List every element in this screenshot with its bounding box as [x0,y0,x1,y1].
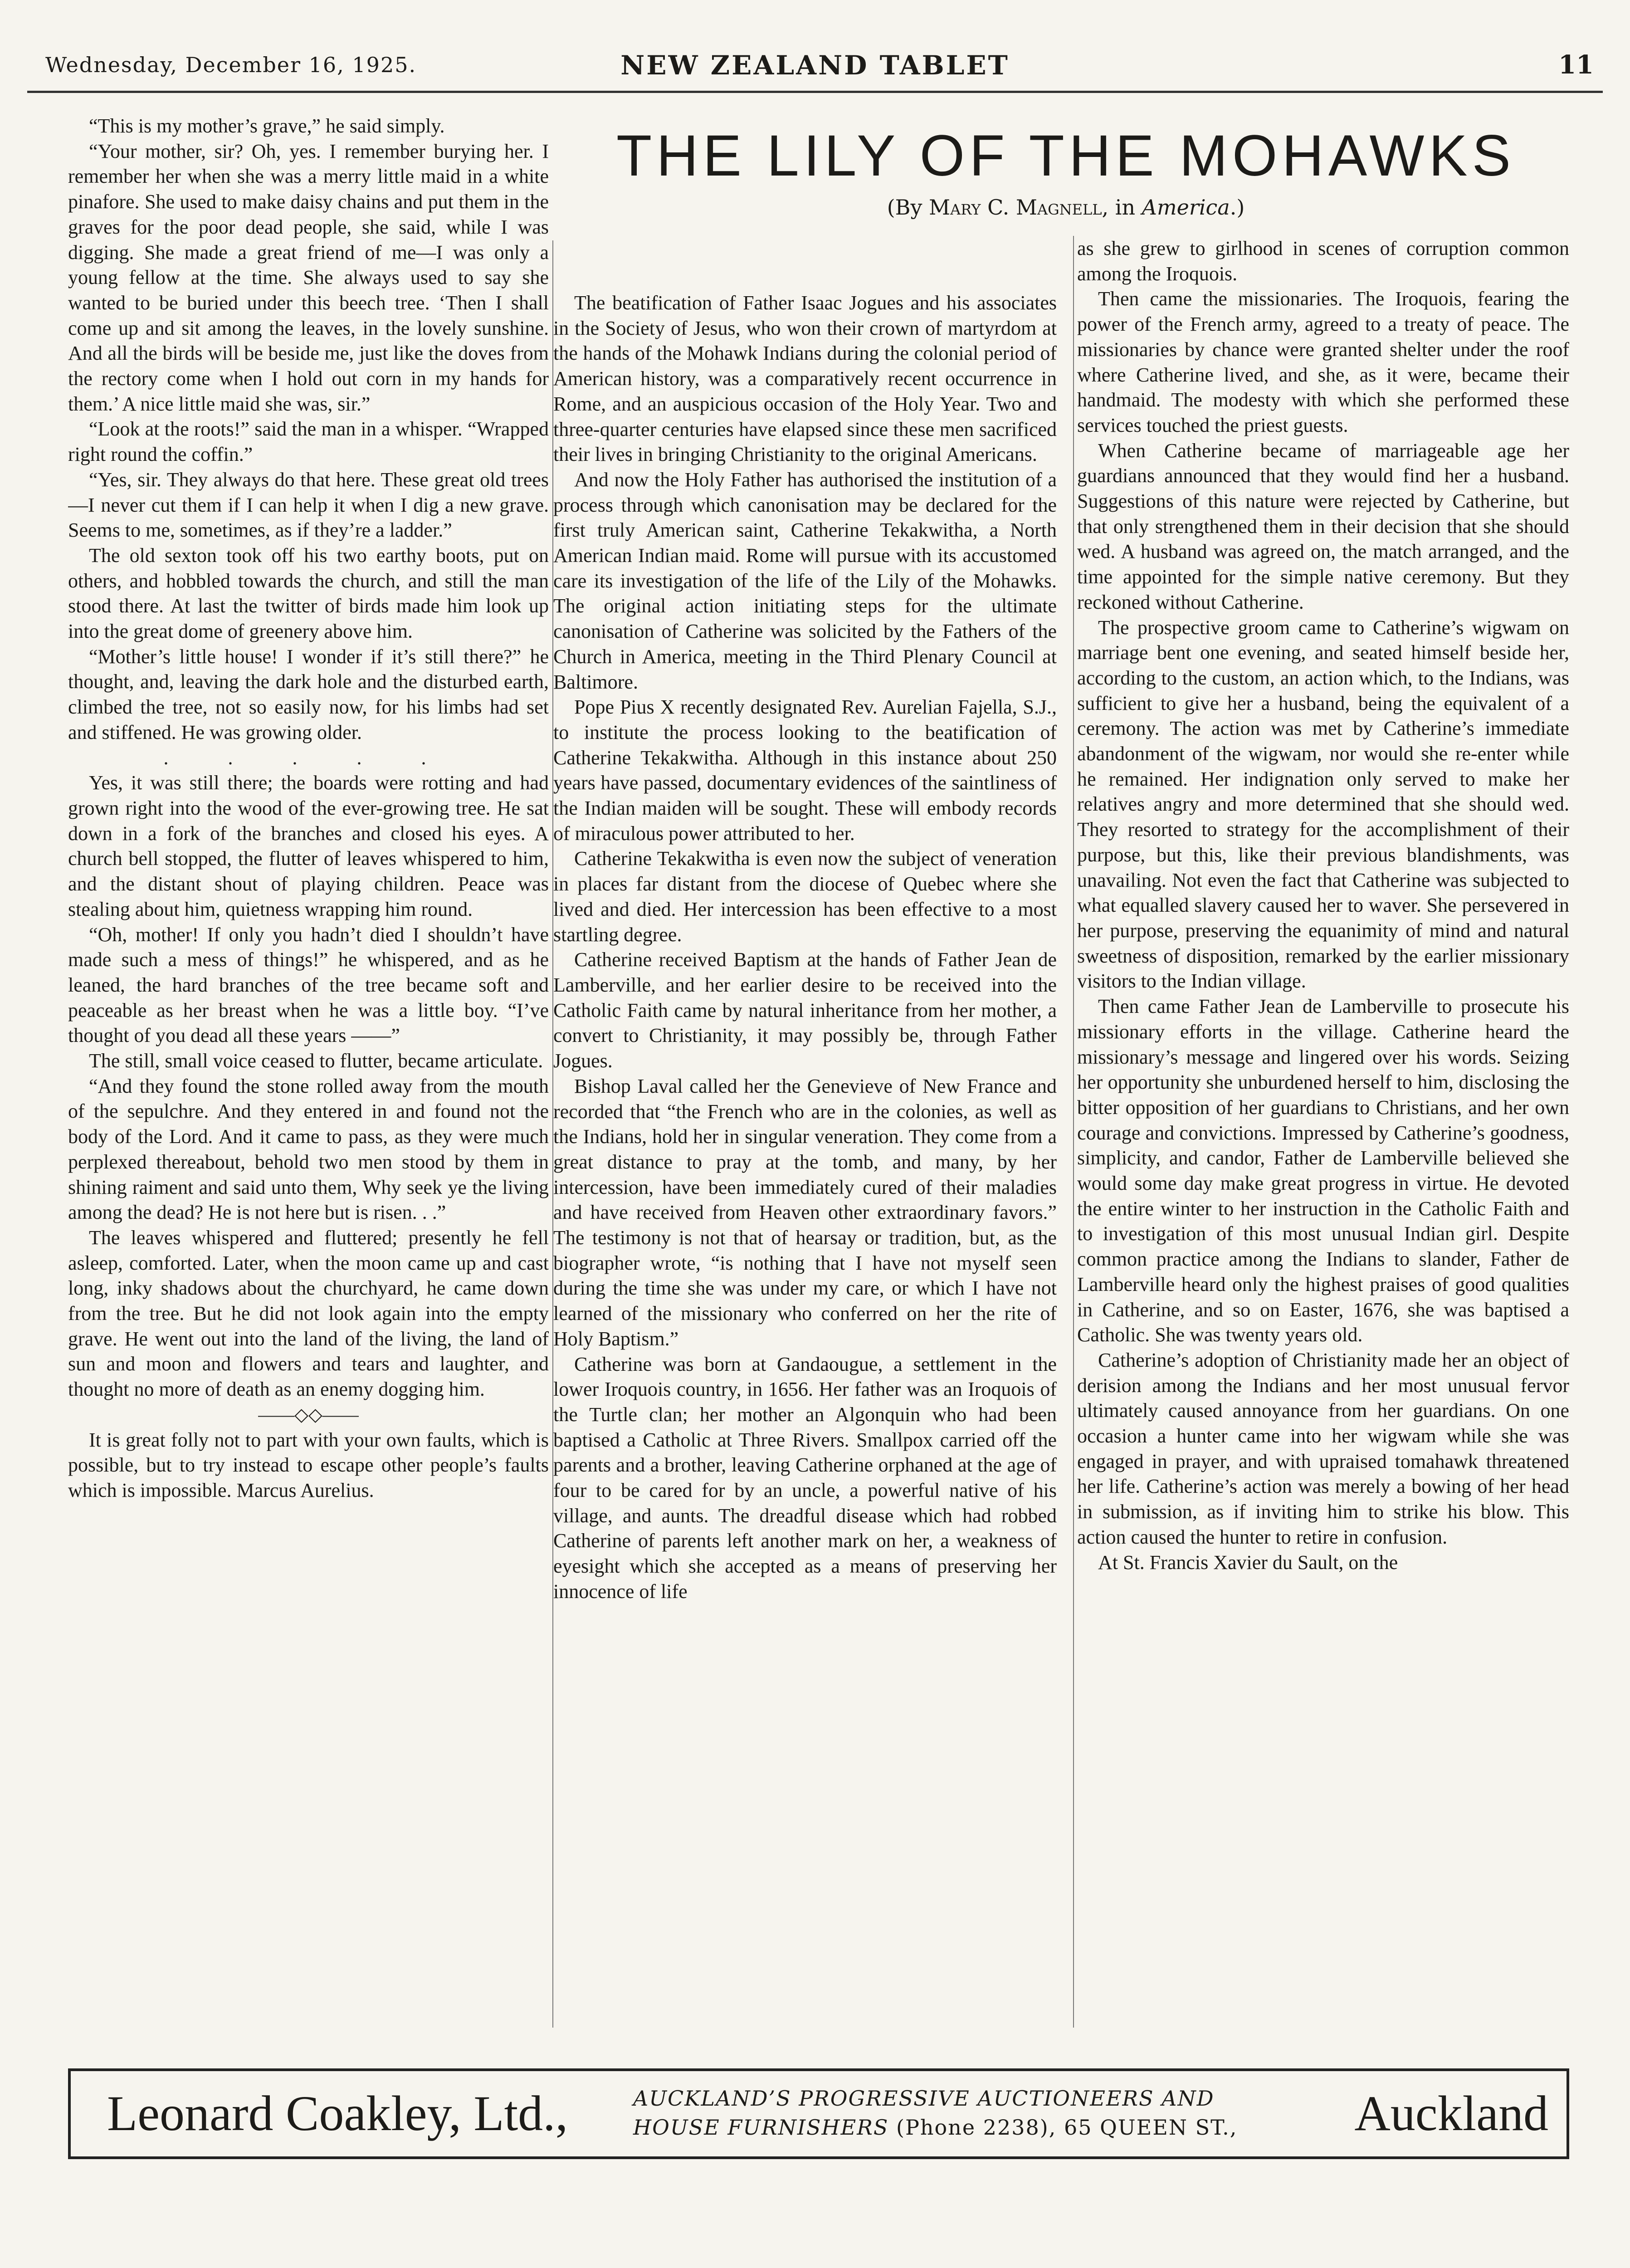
masthead-title: NEW ZEALAND TABLET [620,50,1010,81]
issue-date: Wednesday, December 16, 1925. [45,53,417,77]
byline-publication: America [1142,195,1230,220]
article-headline: THE LILY OF THE MOHAWKS [616,123,1515,188]
article-paragraph: Pope Pius X recently designated Rev. Aurelian Fajella, S.J., to institute the process looking to the beatification of Catherine Tekakwitha. Although in this instance about 250 years have passed, documentary evidences of the saintliness of the Indian maiden will be sought. These will embody records of miraculous power attributed to her. [553,696,1057,845]
ornament-divider: ——◇◇—— [258,1404,359,1425]
byline-author: Mary C. Magnell [929,195,1102,220]
article-paragraph: Bishop Laval called her the Genevieve of New France and recorded that “the French who are in the colonies, as well as the Indians, hold her in singular veneration. They come from a great distance to pray at the tomb, and many, by her intercession, have been immediately cured of their maladies and have received from Heaven other extraordinary favors.” The testimony is not that of hearsay or tradition, but, as the biographer wrote, “is nothing that I have not myself seen during the time she was under my care, or which I have not learned of the missionary who conferred on her the rite of Holy Baptism.” [553,1075,1057,1350]
article-byline [562,195,1569,220]
tagline-italic: HOUSE FURNISHERS [633,2115,889,2140]
tagline-line-2 [633,2113,1291,2142]
byline-mid: , in [1102,195,1142,220]
story-paragraph: Yes, it was still there; the boards were rotting and had grown right into the wood of the ever-growing tree. He sat down in a fork of the branches and closed his eyes. A church bell stopped, the flutter of leaves whispered to him, and the distant shout of playing children. Peace was stealing about him, quietness wrapping him round. [68,772,549,920]
story-paragraph: “Yes, sir. They always do that here. These great old trees—I never cut them if I can help it when I dig a new grave. Seems to me, sometimes, as if they’re a ladder.” [68,468,549,542]
tagline-address: (Phone 2238), 65 QUEEN ST., [888,2115,1238,2140]
article-paragraph: And now the Holy Father has authorised the institution of a process through which canonisation may be declared for the first truly American saint, Catherine Tekakwitha, a North American Indian maid. Rome will pursue with its accustomed care its investigation of the life of the Lily of the Mohawks. The original action initiating steps for the ultimate canonisation of Catherine was solicited by the Fathers of the Church in America, meeting in the Third Plenary Council at Baltimore. [553,468,1057,693]
story-paragraph: The old sexton took off his two earthy boots, put on others, and hobbled towards the church, and still the man stood there. At last the twitter of birds made him look up into the great dome of greenery above him. [68,544,549,643]
article-paragraph: When Catherine became of marriageable age her guardians announced that they would find her a husband. Suggestions of this nature were rejected by Catherine, but that only strengthened them in their decision that she should wed. A husband was agreed on, the match arranged, and the time appointed for the simple native ceremony. But they reckoned without Catherine. [1077,439,1569,613]
article-paragraph: as she grew to girlhood in scenes of corruption common among the Iroquois. [1077,237,1569,285]
story-paragraph: “Look at the roots!” said the man in a whisper. “Wrapped right round the coffin.” [68,418,549,466]
story-paragraph: “Oh, mother! If only you hadn’t died I shouldn’t have made such a mess of things!” he whispered, and as he leaned, the hard branches of the tree became soft and peaceable as her breast when he was a little boy. “I’ve thought of you dead all these years ——” [68,923,549,1047]
article-paragraph: Then came Father Jean de Lamberville to prosecute his missionary efforts in the village. Catherine heard the missionary’s message and lingered over his words. Seizing her opportunity she unburdened herself to him, disclosing the bitter opposition of her guardians to Christians, and her own courage and convictions. Impressed by Catherine’s goodness, simplicity, and candor, Father de Lamberville believed she would some day make great progress in virtue. He devoted the entire winter to her instruction in the Catholic Faith and to investigation of this most unusual Indian girl. Despite common practice among the Indians to slander, Father de Lamberville heard only the highest praises of good qualities in Catherine, and so on Easter, 1676, she was baptised a Catholic. She was twenty years old. [1077,995,1569,1346]
story-paragraph: “Mother’s little house! I wonder if it’s still there?” he thought, and, leaving the dark hole and the disturbed earth, climbed the tree, not so easily now, for his limbs had set and stiffened. He was growing older. [68,645,549,743]
page-header [27,45,1603,93]
advertiser-name: Leonard Coakley, Ltd., [107,2086,568,2141]
article-column-2 [1077,236,1569,2032]
story-paragraph: “This is my mother’s grave,” he said simply. [89,115,445,137]
page-number: 11 [1558,50,1594,80]
advertisement-box [68,2068,1569,2159]
story-paragraph: “Your mother, sir? Oh, yes. I remember burying her. I remember her when she was a merry little maid in a white pinafore. She used to make daisy chains and put them in the graves for the poor dead people, she said, while I was digging. She made a great friend of me—I was only a young fellow at the time. She always used to say she wanted to be buried under this beech tree. ‘Then I shall come up and sit among the leaves, in the lovely sunshine. And all the birds will be beside me, just like the doves from the rectory come when I hold out corn in my hands for them.’ A nice little maid she was, sir.” [68,140,549,415]
article-paragraph: Catherine’s adoption of Christianity made her an object of derision among the Indians and her most unusual fervor ultimately caused annoyance from her guardians. On one occasion a hunter came into her wigwam while she was engaged in prayer, and with upraised tomahawk threatened her life. Catherine’s action was merely a bowing of her head in submission, as if inviting him to strike his blow. This action caused the hunter to retire in confusion. [1077,1349,1569,1548]
article-paragraph: Then came the missionaries. The Iroquois, fearing the power of the French army, agreed to a treaty of peace. The missionaries by chance were granted shelter under the roof where Catherine lived, and she, as it were, became their handmaid. The modesty with which she performed these services touched the priest guests. [1077,288,1569,436]
tagline-line-1: AUCKLAND’S PROGRESSIVE AUCTIONEERS AND [633,2086,1215,2111]
story-paragraph: “And they found the stone rolled away from the mouth of the sepulchre. And they entered in and found not the body of the Lord. And it came to pass, as they were much perplexed thereabout, behold two men stood by them in shining raiment and said unto them, Why seek ye the living among the dead? He is not here but is risen. . .” [68,1075,549,1224]
article-column-1 [553,290,1057,2032]
article-paragraph: The beatification of Father Isaac Jogues and his associates in the Society of Jesus, who won their crown of martyrdom at the hands of the Mohawk Indians during the colonial period of American history, was a comparatively recent occurrence in Rome, and an auspicious occasion of the Holy Year. Two and three-quarter centuries have elapsed since these men sacrificed their lives in bringing Christianity to the original Americans. [553,292,1057,466]
article-paragraph: Catherine Tekakwitha is even now the subject of veneration in places far distant from the diocese of Quebec where she lived and died. Her intercession has been effective to a most startling degree. [553,847,1057,946]
article-paragraph: Catherine received Baptism at the hands of Father Jean de Lamberville, and her earlier desire to be received into the Catholic Faith came by natural inheritance from her mother, a convert to Christianity, it may possibly be, through Father Jogues. [553,948,1057,1072]
story-paragraph: The leaves whispered and fluttered; presently he fell asleep, comforted. Later, when the moon came up and cast long, inky shadows about the churchyard, he came down from the tree. But he did not look again into the empty grave. He went out into the land of the living, the land of sun and moon and flowers and tears and laughter, and thought no more of death as an enemy dogging him. [68,1226,549,1401]
article-paragraph: Catherine was born at Gandaougue, a settlement in the lower Iroquois country, in 1656. Her father was an Iroquois of the Turtle clan; her mother an Algonquin who had been baptised a Catholic at Three Rivers. Smallpox carried off the parents and a brother, leaving Catherine orphaned at the age of four to be cared for by an uncle, a powerful native of his village, and aunts. The dreadful disease which had robbed Catherine of parents left another mark on her, a weakness of eyesight which she accepted as a means of preserving her innocence of life [553,1353,1057,1603]
byline-suffix: .) [1230,195,1245,220]
article-paragraph: At St. Francis Xavier du Sault, on the [1098,1551,1398,1574]
maxim-paragraph: It is great folly not to part with your own faults, which is possible, but to try instead to escape other people’s faults which is impossible. Marcus Aurelius. [68,1428,549,1501]
column-rule [1073,236,1074,2028]
byline-prefix: (By [887,195,929,220]
advertiser-tagline [633,2084,1291,2142]
advertiser-city: Auckland [1354,2086,1548,2141]
section-dots: . . . . . [163,746,454,769]
story-column [68,113,549,2032]
story-paragraph: The still, small voice ceased to flutter, became articulate. [89,1050,543,1072]
article-paragraph: The prospective groom came to Catherine’s wigwam on marriage bent one evening, and seated himself beside her, according to the custom, an action which, to the Indians, was sufficient to give her a husband, being the equivalent of a ceremony. The action was met by Catherine’s immediate abandonment of the wigwam, nor would she re-enter while he remained. Her indignation only served to make her relatives angry and more determined that she should wed. They resorted to strategy for the accomplishment of their purpose, but this, like their previous blandishments, was unavailing. Not even the fact that Catherine was subjected to what equalled slavery caused her to waver. She persevered in her purpose, preserving the equanimity of mind and natural sweetness of disposition, remarked by the earlier missionary visitors to the Indian village. [1077,616,1569,992]
